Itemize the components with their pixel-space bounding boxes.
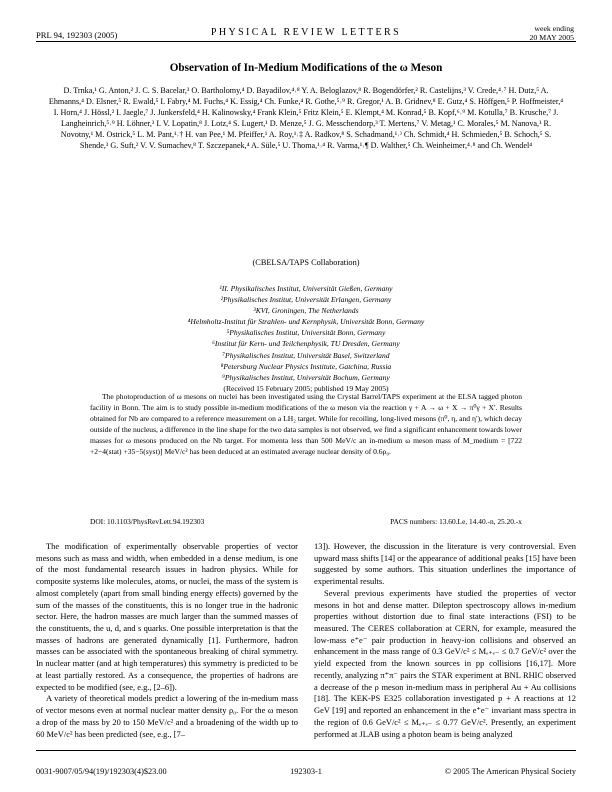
pacs-numbers: PACS numbers: 13.60.Le, 14.40.-n, 25.20.-x [390,517,522,526]
body-column-right [314,541,576,740]
week-date: 20 MAY 2005 [529,33,574,42]
affiliation-list [60,283,552,394]
body-paragraph: The modification of experimentally observable properties of vector mesons such as mass and width, when embedded in a dense medium, is one of the most fundamental research issues in hadron physics. While for composite systems like molecules, atoms, or nuclei, the mass of the system is almost completely (apart from small binding energy effects) governed by the sum of the masses of the constituents, this is no longer true in the hadronic sector. Here, the hadron masses are much larger than the summed masses of the constituents, the u, d, and s quarks. One possible interpretation is that the masses of hadrons are generated dynamically [1]. Furthermore, hadron masses can be associated with the spontaneous breaking of chiral symmetry. In nuclear matter (and at high temperatures) this symmetry is predicted to be at least partially restored. As a consequence, the properties of hadrons are expected to be modified (see, e.g., [2–6]). [36,541,298,692]
collaboration-name: (CBELSA/TAPS Collaboration) [252,258,360,267]
header-rule [36,41,576,42]
body-paragraph: A variety of theoretical models predict a lowering of the in-medium mass of vector mesons even at normal nuclear matter density ρ₀. For the ω meson a drop of the mass by 20 to 150 MeV/c² and a broadening of the width up to 60 MeV/c² has been predicted (see, e.g., [7– [36,693,298,739]
week-label: week ending [534,24,574,33]
author-list: D. Trnka,¹ G. Anton,² J. C. S. Bacelar,³ O. Bartholomy,⁴ D. Bayadilov,⁴˒⁸ Y. A. Beloglazov,⁸ R. Bogendörfer,² R. Castelijns,³ V. Crede,⁴˒⁷ H. Dutz,⁵ A. Ehmanns,⁴ D. Elsner,⁵ R. Ewald,⁵ I. Fabry,⁴ M. Fuchs,⁴ K. Essig,⁴ Ch. Funke,⁴ R. Gothe,⁵˒⁹ R. Gregor,¹ A. B. Gridnev,⁸ E. Gutz,⁴ S. Höffgen,⁵ P. Hoffmeister,⁴ I. Horn,⁴ J. Hössl,² I. Jaegle,⁷ J. Junkersfeld,⁴ H. Kalinowsky,⁴ Frank Klein,⁵ Fritz Klein,⁵ E. Klempt,⁴ M. Konrad,⁵ B. Kopf,⁶˒⁹ M. Kotulla,⁷ B. Krusche,⁷ J. Langheinrich,⁵˒⁹ H. Löhner,³ I. V. Lopatin,⁸ J. Lotz,⁴ S. Lugert,¹ D. Menze,⁵ J. G. Messchendorp,³ T. Mertens,⁷ V. Metag,¹ C. Morales,⁵ M. Nanova,¹ R. Novotny,¹ M. Ostrick,⁵ L. M. Pant,¹˒† H. van Pee,¹ M. Pfeiffer,¹ A. Roy,¹˒‡ A. Radkov,⁸ S. Schadmand,¹˒⁾ Ch. Schmidt,⁴ H. Schmieden,⁵ B. Schoch,⁵ S. Shende,³ G. Suft,² V. V. Sumachev,⁸ T. Szczepanek,⁴ A. Süle,⁵ U. Thoma,¹˒⁴ R. Varma,¹˒¶ D. Walther,⁵ Ch. Weinheimer,⁴˒⁸ and Ch. Wendel⁴ [48,86,564,151]
affiliation: ⁴Helmholtz-Institut für Strahlen- und Kernphysik, Universität Bonn, Germany [187,317,425,327]
journal-title: PHYSICAL REVIEW LETTERS [210,27,402,38]
affiliation: ³KVI, Groningen, The Netherlands [253,306,359,316]
body-paragraph: Several previous experiments have studied the properties of vector mesons in hot and dense matter. Dilepton spectroscopy allows in-medium properties without distortion due to final state interactions (FSI) to be measured. The CERES collaboration at CERN, for example, measured the low-mass e⁺e⁻ pair production in heavy-ion collisions and observed an enhancement in the mass range of 0.3 GeV/c² ≤ Mₑ₊ₑ₋ ≤ 0.7 GeV/c² over the yield expected from the known sources in pp collisions [16,17]. More recently, analyzing π⁺π⁻ pairs the STAR experiment at BNL RHIC observed a decrease of the ρ meson in-medium mass in peripheral Au + Au collisions [18]. The KEK-PS E325 collaboration investigated p + A reactions at 12 GeV [19] and reported an enhancement in the e⁺e⁻ invariant mass spectra in the region of 0.6 GeV/c² ≤ Mₑ₊ₑ₋ ≤ 0.77 GeV/c². Presently, an experiment performed at JLAB using a photon beam is being analyzed [314,587,576,739]
affiliation: ²Physikalisches Institut, Universität Erlangen, Germany [220,295,392,305]
received-date: (Received 15 February 2005; published 19 May 2005) [223,383,389,393]
affiliation: ⁵Physikalisches Institut, Universität Bonn, Germany [226,328,386,338]
doi-link[interactable]: DOI: 10.1103/PhysRevLett.94.192303 [90,517,205,526]
body-paragraph: 13]). However, the discussion in the literature is very controversial. Even upward mass shifts [14] or the appearance of additional peaks [15] have been suggested by some authors. This situation underlines the importance of experimental results. [314,541,576,587]
paper-title: Observation of In-Medium Modifications of the ω Meson [169,62,443,74]
affiliation: ¹II. Physikalisches Institut, Universität Gießen, Germany [219,284,393,293]
body-column-left [36,541,298,740]
copyright-notice: © 2005 The American Physical Society [444,767,576,776]
affiliation: ⁸Petersburg Nuclear Physics Institute, Gatchina, Russia [220,361,392,371]
footer-rule [36,750,576,751]
affiliation: ⁶Institut für Kern- und Teilchenphysik, TU Dresden, Germany [212,339,400,349]
issue-date [530,24,574,42]
abstract: The photoproduction of ω mesons on nuclei has been investigated using the Crystal Barrel/TAPS experiment at the ELSA tagged photon facility in Bonn. The aim is to study possible in-medium modifications of the ω meson via the reaction γ + A → ω + X → π⁰γ + X′. Results obtained for Nb are compared to a reference measurement on a LH₂ target. While for recoiling, long-lived mesons (π⁰, η, and η′), which decay outside of the nucleus, a difference in the line shape for the two data samples is not observed, we find a significant enhancement towards lower masses for ω mesons produced on the Nb target. For momenta less than 500 MeV/c an in-medium ω meson mass of M_medium = [722 +2−4(stat) +35−5(syst)] MeV/c² has been deduced at an estimated average nuclear density of 0.6ρ₀. [90,392,522,457]
journal-reference: PRL 94, 192303 (2005) [36,30,118,40]
article-code: 0031-9007/05/94(19)/192303(4)$23.00 [36,767,167,776]
page-number: 192303-1 [290,767,322,776]
affiliation: ⁷Physikalisches Institut, Universität Basel, Switzerland [222,350,390,360]
affiliation: ⁹Physikalisches Institut, Universität Bochum, Germany [222,372,390,382]
